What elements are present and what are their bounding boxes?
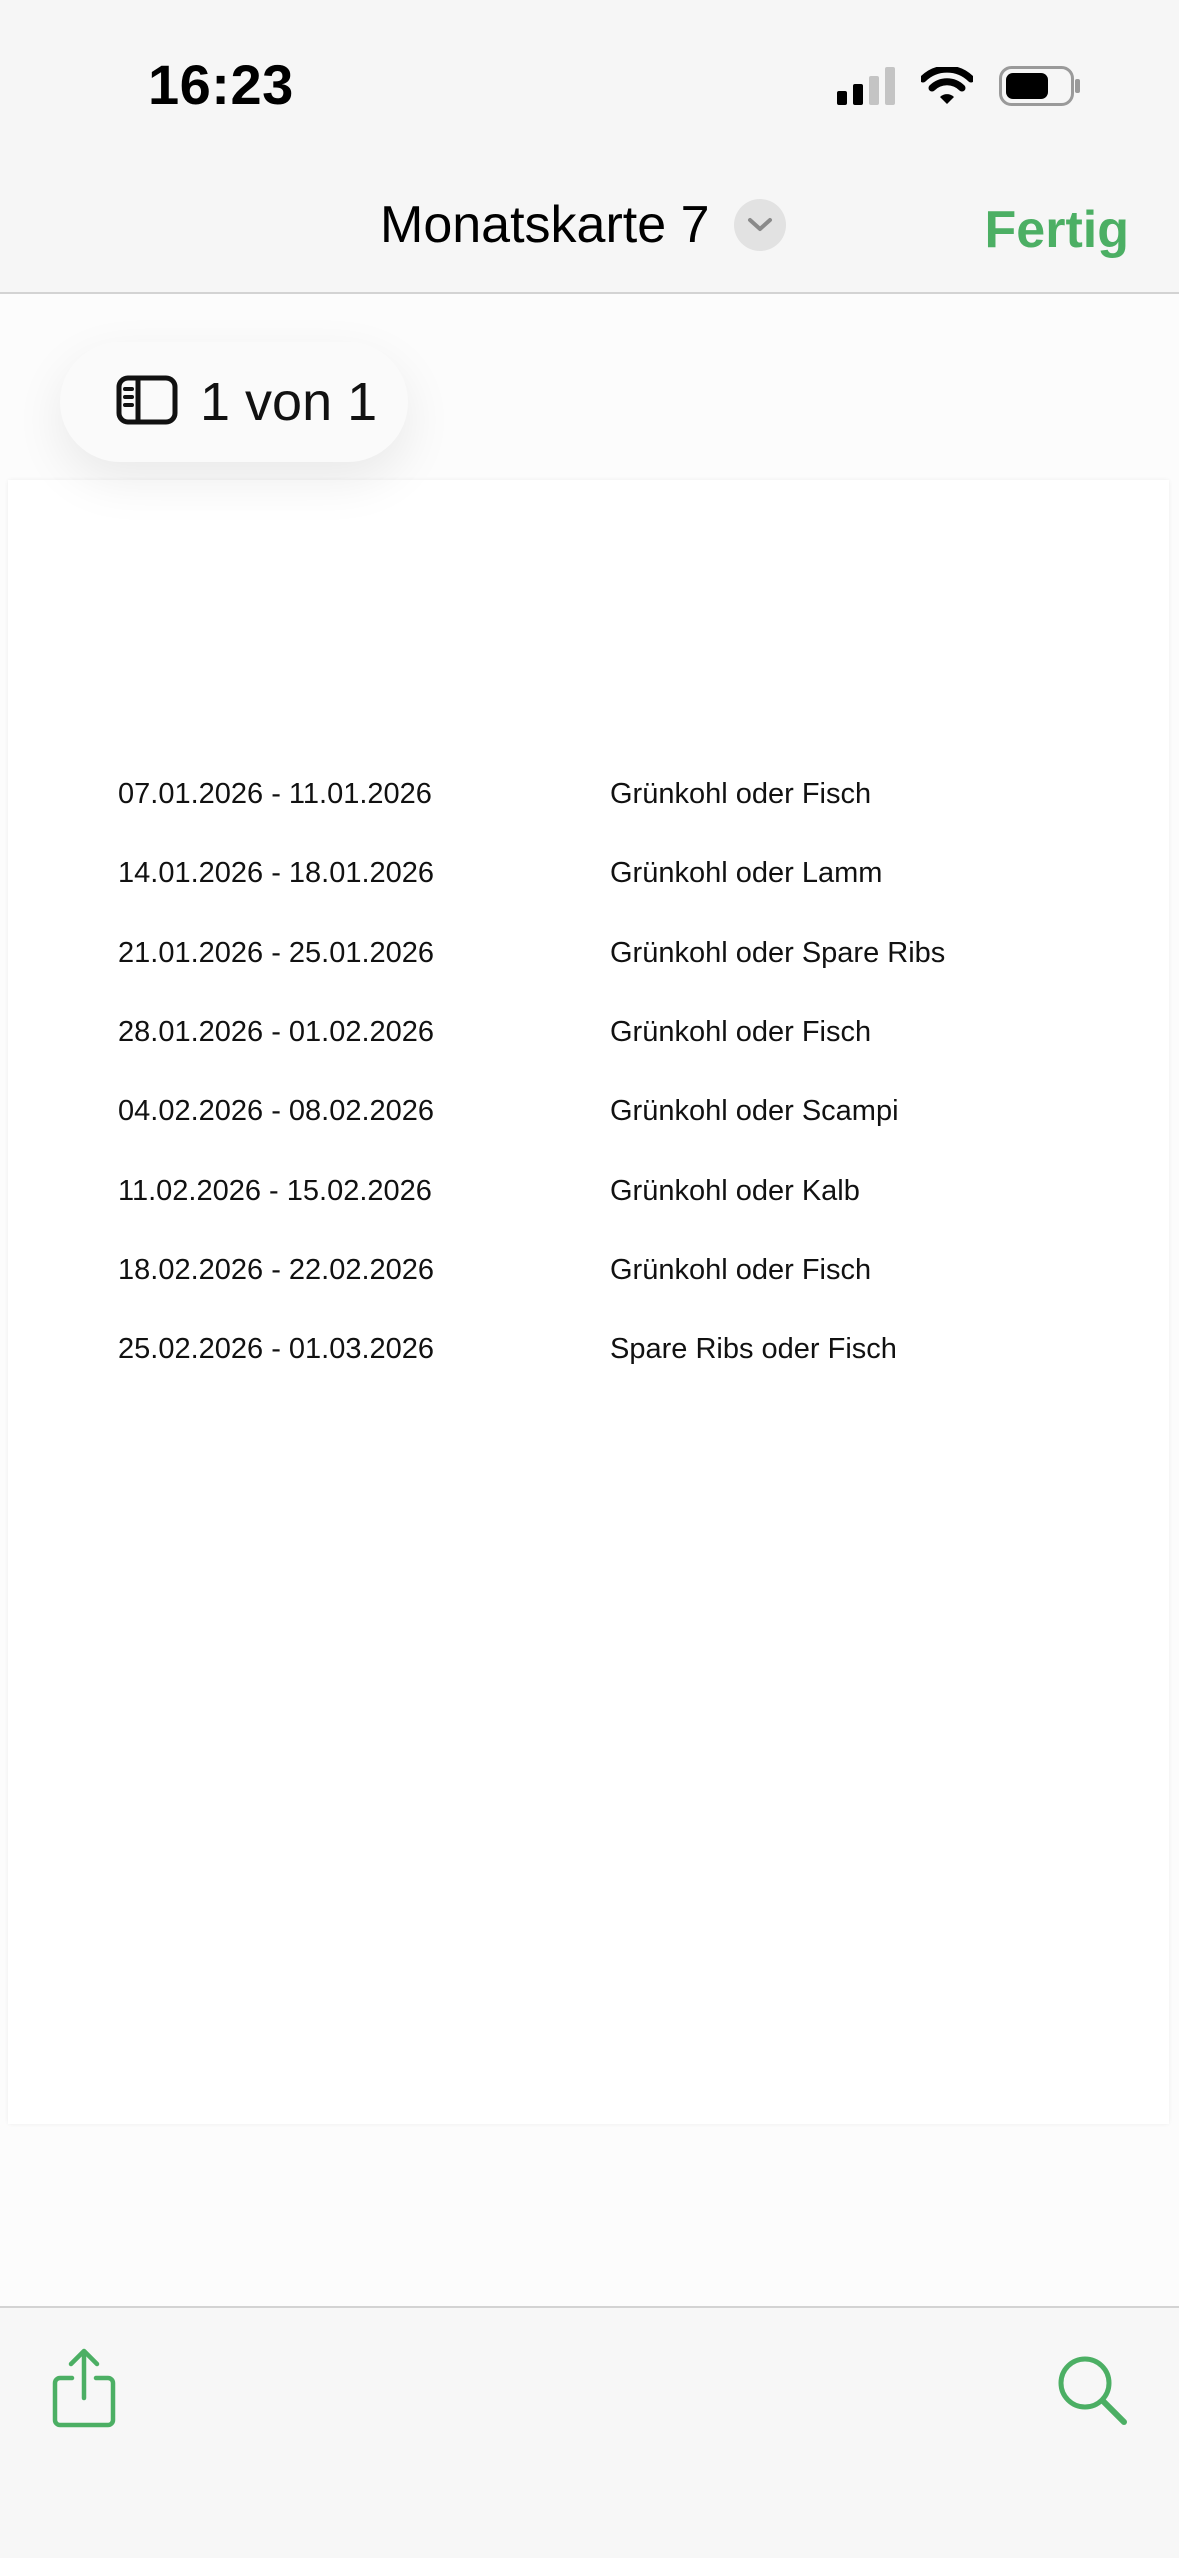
- title-menu[interactable]: [380, 190, 786, 260]
- menu-row: [118, 1095, 1118, 1145]
- menu-row: [118, 937, 1118, 987]
- status-bar: [0, 0, 1179, 170]
- menu-row: [118, 1333, 1118, 1383]
- share-button[interactable]: [52, 2348, 116, 2428]
- dish-options: Grünkohl oder Spare Ribs: [610, 937, 946, 969]
- menu-row: [118, 778, 1118, 828]
- dish-options: Grünkohl oder Lamm: [610, 857, 883, 889]
- cellular-signal-icon: [837, 67, 895, 110]
- week-dates: 14.01.2026 - 18.01.2026: [118, 857, 435, 889]
- week-dates: 25.02.2026 - 01.03.2026: [118, 1333, 435, 1365]
- document-viewer[interactable]: [0, 294, 1179, 2306]
- navigation-bar: [0, 170, 1179, 294]
- dish-options: Grünkohl oder Fisch: [610, 1016, 872, 1048]
- battery-icon: [999, 66, 1081, 111]
- week-dates: 11.02.2026 - 15.02.2026: [118, 1175, 432, 1207]
- chevron-down-icon[interactable]: [734, 199, 786, 251]
- search-button[interactable]: [1056, 2354, 1128, 2426]
- share-icon: [52, 2415, 116, 2432]
- search-icon: [1056, 2413, 1128, 2430]
- done-button[interactable]: Fertig: [984, 201, 1129, 259]
- dish-options: Grünkohl oder Scampi: [610, 1095, 899, 1127]
- week-dates: 04.02.2026 - 08.02.2026: [118, 1095, 435, 1127]
- week-dates: 18.02.2026 - 22.02.2026: [118, 1254, 435, 1286]
- menu-row: [118, 1016, 1118, 1066]
- menu-row: [118, 1175, 1118, 1225]
- menu-row: [118, 1254, 1118, 1304]
- dish-options: Grünkohl oder Fisch: [610, 1254, 872, 1286]
- week-dates: 21.01.2026 - 25.01.2026: [118, 937, 435, 969]
- dish-options: Spare Ribs oder Fisch: [610, 1333, 897, 1365]
- menu-row: [118, 857, 1118, 907]
- week-dates: 07.01.2026 - 11.01.2026: [118, 778, 432, 810]
- document-title: Monatskarte 7: [380, 196, 710, 254]
- sidebar-icon: [116, 375, 178, 430]
- dish-options: Grünkohl oder Fisch: [610, 778, 872, 810]
- page-indicator-button[interactable]: [60, 342, 408, 462]
- page-indicator-label: 1 von 1: [200, 372, 378, 432]
- bottom-toolbar: [0, 2306, 1179, 2558]
- wifi-icon: [921, 67, 973, 110]
- status-time: 16:23: [148, 53, 294, 116]
- dish-options: Grünkohl oder Kalb: [610, 1175, 860, 1207]
- week-dates: 28.01.2026 - 01.02.2026: [118, 1016, 435, 1048]
- document-page: [8, 480, 1169, 2124]
- status-icons: [837, 66, 1081, 110]
